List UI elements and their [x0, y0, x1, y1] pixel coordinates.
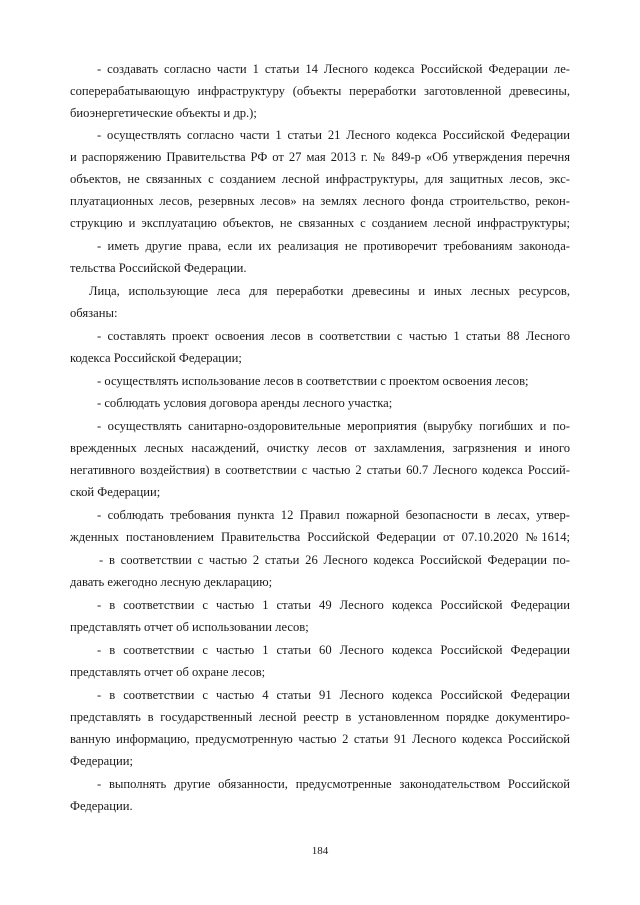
- text-line: - осуществлять санитарно-оздоровительные мероприятия (вырубку погибших и по-: [97, 419, 570, 433]
- text-line: тельства Российской Федерации.: [70, 261, 247, 275]
- text-line: представлять отчет об охране лесов;: [70, 665, 266, 679]
- text-line: - в соответствии с частью 2 статьи 26 Лесного кодекса Российской Федерации по-: [99, 553, 570, 567]
- text-line: - соблюдать условия договора аренды лесного участка;: [97, 396, 393, 410]
- text-line: - соблюдать требования пункта 12 Правил пожарной безопасности в лесах, утвер-: [97, 508, 570, 522]
- text-line: - в соответствии с частью 1 статьи 60 Лесного кодекса Российской Федерации: [97, 643, 570, 657]
- text-line: плуатационных лесов, резервных лесов» на землях лесного фонда строительство, рекон-: [70, 194, 570, 208]
- text-line: - осуществлять использование лесов в соответствии с проектом освоения лесов;: [97, 374, 529, 388]
- text-line: представлять в государственный лесной реестр в установленном порядке документиро-: [70, 710, 570, 724]
- text-line: - осуществлять согласно части 1 статьи 21 Лесного кодекса Российской Федерации: [97, 128, 570, 142]
- text-line: - составлять проект освоения лесов в соответствии с частью 1 статьи 88 Лесного: [97, 329, 570, 343]
- text-line: ванную информацию, предусмотренную частью 2 статьи 91 Лесного кодекса Российской: [70, 732, 570, 746]
- text-line: - в соответствии с частью 4 статьи 91 Лесного кодекса Российской Федерации: [97, 688, 570, 702]
- text-line: давать ежегодно лесную декларацию;: [70, 575, 273, 589]
- text-line: соперерабатывающую инфраструктуру (объекты переработки заготовленной древесины,: [70, 84, 570, 98]
- text-line: представлять отчет об использовании лесов;: [70, 620, 309, 634]
- text-line: струкцию и эксплуатацию объектов, не связанных с созданием лесной инфраструктуры;: [70, 216, 570, 230]
- text-line: и распоряжению Правительства РФ от 27 мая 2013 г. № 849-р «Об утверждения перечня: [70, 150, 570, 164]
- text-line: негативного воздействия) в соответствии с частью 2 статьи 60.7 Лесного кодекса Россий-: [70, 463, 570, 477]
- text-line: Федерации.: [70, 799, 133, 813]
- text-line: врежденных лесных насаждений, очистку лесов от захламления, загрязнения и иного: [70, 441, 570, 455]
- text-line: Лица, использующие леса для переработки древесины и иных лесных ресурсов,: [89, 284, 570, 298]
- text-line: обязаны:: [70, 306, 118, 320]
- text-line: биоэнергетические объекты и др.);: [70, 106, 257, 120]
- text-line: объектов, не связанных с созданием лесной инфраструктуры, для защитных лесов, экс-: [70, 172, 570, 186]
- text-line: ской Федерации;: [70, 485, 161, 499]
- text-line: жденных постановлением Правительства Российской Федерации от 07.10.2020 №1614;: [70, 530, 570, 544]
- text-line: Федерации;: [70, 754, 133, 768]
- text-line: кодекса Российской Федерации;: [70, 351, 242, 365]
- text-line: - в соответствии с частью 1 статьи 49 Лесного кодекса Российской Федерации: [97, 598, 570, 612]
- text-line: - выполнять другие обязанности, предусмотренные законодательством Российской: [97, 777, 570, 791]
- page-number: 184: [311, 845, 329, 857]
- text-line: - создавать согласно части 1 статьи 14 Лесного кодекса Российской Федерации ле-: [97, 62, 570, 76]
- text-line: - иметь другие права, если их реализация не противоречит требованиям законода-: [97, 239, 570, 253]
